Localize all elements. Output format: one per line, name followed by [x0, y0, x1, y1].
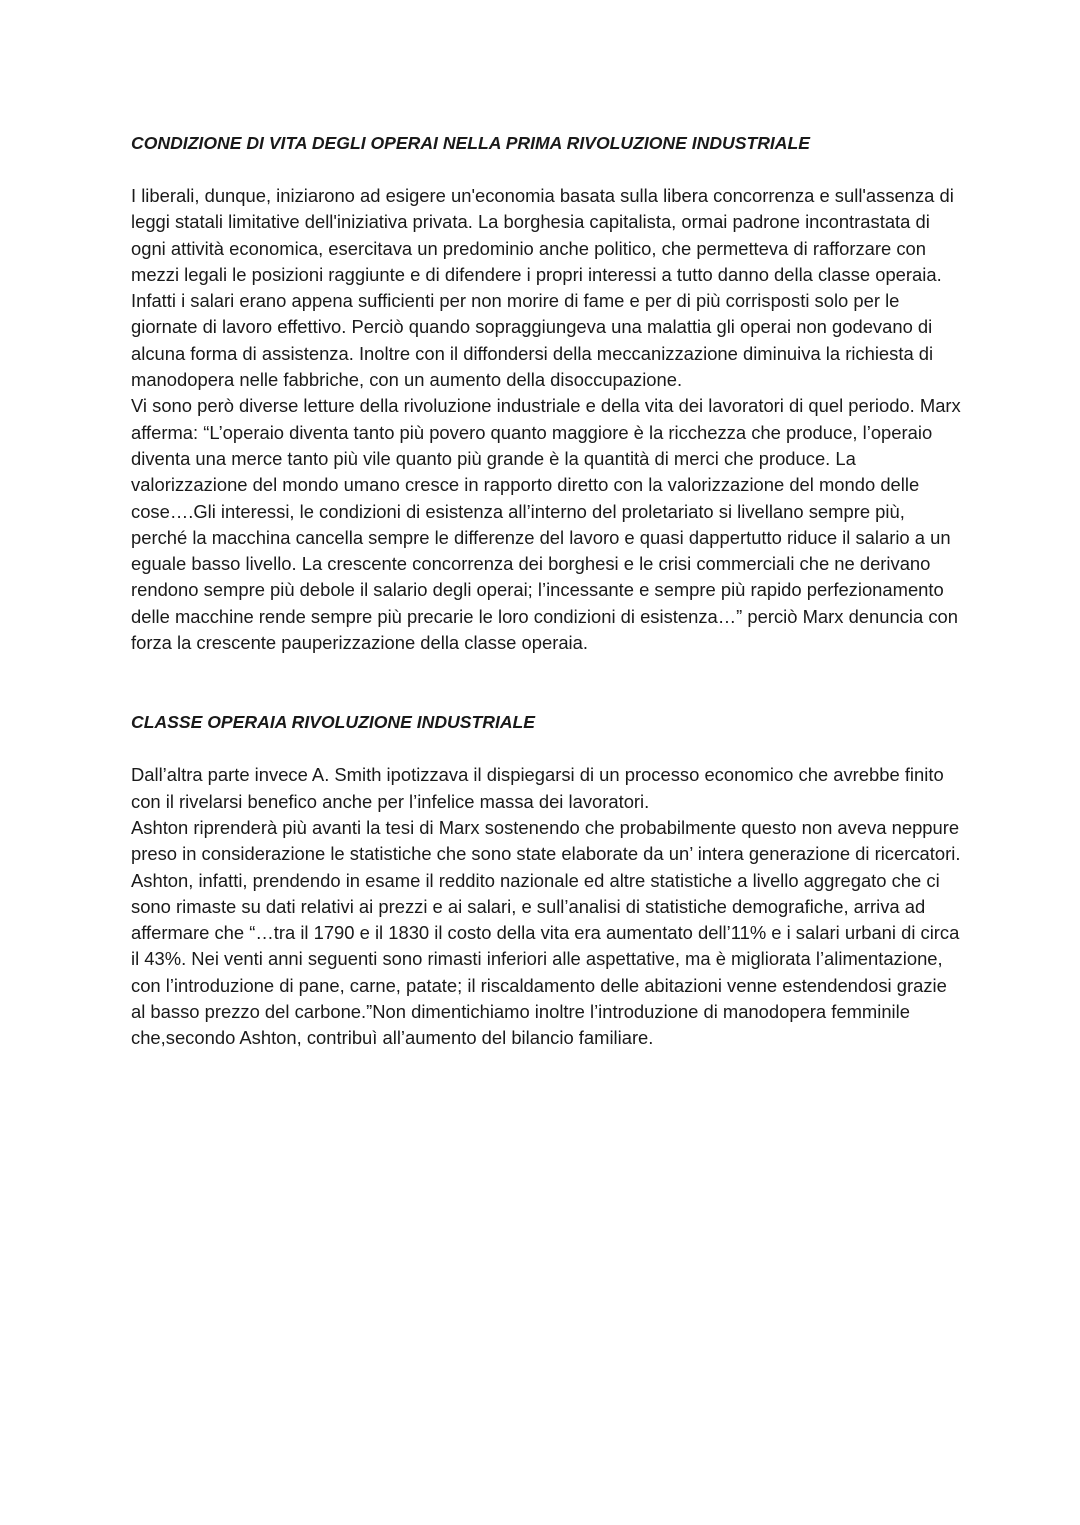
section-heading: CLASSE OPERAIA RIVOLUZIONE INDUSTRIALE	[131, 712, 536, 733]
paragraph: Vi sono però diverse letture della rivoluzione industriale e della vita dei lavoratori di quel periodo. Marx afferma: “L’operaio diventa tanto più povero quanto maggiore è la ricchezza che produce, l’operaio diventa una merce tanto più vile quanto più grande è la quantità di merci che produce. La valorizzazione del mondo umano cresce in rapporto diretto con la valorizzazione del mondo delle cose….Gli interessi, le condizioni di esistenza all’interno del proletariato si livellano sempre più, perché la macchina cancella sempre le differenze del lavoro e quasi dappertutto riduce il salario a un eguale basso livello. La crescente concorrenza dei borghesi e le crisi commerciali che ne derivano rendono sempre più debole il salario degli operai; l’incessante e sempre più rapido perfezionamento delle macchine rende sempre più precarie le loro condizioni di esistenza…” perciò Marx denuncia con forza la crescente pauperizzazione della classe operaia.	[131, 395, 961, 654]
section-heading: CONDIZIONE DI VITA DEGLI OPERAI NELLA PRIMA RIVOLUZIONE INDUSTRIALE	[131, 133, 810, 153]
section-working-class	[131, 709, 961, 1051]
section-living-conditions	[131, 130, 961, 656]
paragraph: I liberali, dunque, iniziarono ad esigere un'economia basata sulla libera concorrenza e sull'assenza di leggi statali limitative dell'iniziativa privata. La borghesia capitalista, ormai padrone incontrastata di ogni attività economica, esercitava un predominio anche politico, che permetteva di rafforzare con mezzi legali le posizioni raggiunte e di difendere i propri interessi a tutto danno della classe operaia. Infatti i salari erano appena sufficienti per non morire di fame e per di più corrisposti solo per le giornate di lavoro effettivo. Perciò quando sopraggiungeva una malattia gli operai non godevano di alcuna forma di assistenza. Inoltre con il diffondersi della meccanizzazione diminuiva la richiesta di manodopera nelle fabbriche, con un aumento della disoccupazione.	[131, 185, 954, 391]
paragraph: Dall’altra parte invece A. Smith ipotizzava il dispiegarsi di un processo economico che avrebbe finito con il rivelarsi benefico anche per l’infelice massa dei lavoratori.	[131, 764, 944, 812]
document-body	[131, 130, 961, 1052]
paragraph: Ashton riprenderà più avanti la tesi di Marx sostenendo che probabilmente questo non aveva neppure preso in considerazione le statistiche che sono state elaborate da un’ intera generazione di ricercatori. Ashton, infatti, prendendo in esame il reddito nazionale ed altre statistiche a livello aggregato che ci sono rimaste su dati relativi ai prezzi e ai salari, e sull’analisi di statistiche demografiche, arriva ad affermare che “…tra il 1790 e il 1830 il costo della vita era aumentato dell’11% e i salari urbani di circa il 43%. Nei venti anni seguenti sono rimasti inferiori alle aspettative, ma è migliorata l’alimentazione, con l’introduzione di pane, carne, patate; il riscaldamento delle abitazioni venne estendendosi grazie al basso prezzo del carbone.”Non dimentichiamo inoltre l’introduzione di manodopera femminile che,secondo Ashton, contribuì all’aumento del bilancio familiare.	[131, 816, 961, 1049]
